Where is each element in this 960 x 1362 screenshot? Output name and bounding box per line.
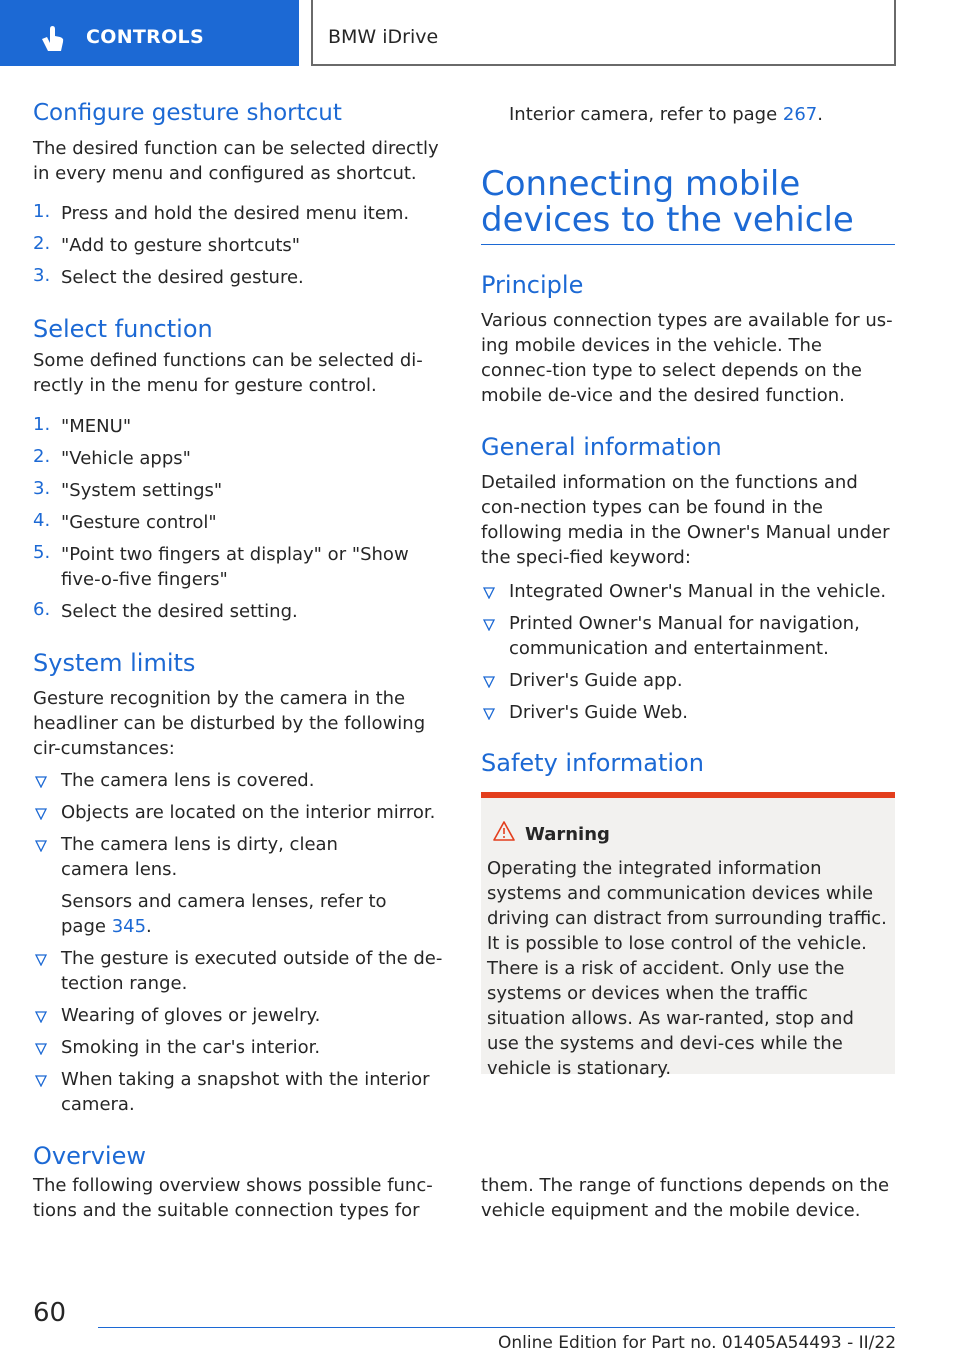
sub-note [61, 889, 391, 939]
list-item: Printed Owner's Manual for navigation, communication and entertainment. [509, 613, 860, 659]
heading-select-function: Select function [33, 315, 213, 343]
list-item: Driver's Guide app. [509, 670, 683, 691]
heading-safety-information: Safety information [481, 749, 704, 777]
bullet-triangle-icon [35, 776, 47, 788]
step-text: Press and hold the desired menu item. [61, 203, 410, 224]
list-item: Wearing of gloves or jewelry. [61, 1005, 321, 1026]
bullet-triangle-icon [35, 954, 47, 966]
section-label: BMW iDrive [328, 26, 439, 48]
step-number: 5. [33, 542, 51, 563]
paragraph-configure: The desired function can be selected directly in every menu and configured as shortcut. [33, 138, 439, 184]
bullet-triangle-icon [35, 840, 47, 852]
list-item: Driver's Guide Web. [509, 702, 688, 723]
section-box[interactable] [311, 0, 896, 66]
continuation-prefix: Interior camera, refer to page [509, 104, 783, 125]
bullet-triangle-icon [35, 1011, 47, 1023]
heading-connecting-mobile-devices: Connecting mobile devices to the vehicle [481, 164, 854, 240]
heading-overview: Overview [33, 1142, 146, 1170]
step-text: Select the desired setting. [61, 601, 298, 622]
bullet-triangle-icon [35, 1075, 47, 1087]
heading-configure-gesture-shortcut: Configure gesture shortcut [33, 100, 342, 126]
footer-rule [98, 1327, 895, 1328]
paragraph-principle: Various connection types are available for us-ing mobile devices in the vehicle. The connec-tion type to select depends on the mobile de-vice and the desired function. [481, 310, 893, 406]
step-number: 6. [33, 599, 51, 620]
step-text: "Gesture control" [61, 512, 217, 533]
step-text: "Vehicle apps" [61, 448, 191, 469]
page-header [0, 0, 960, 66]
heading-principle: Principle [481, 271, 584, 299]
list-item: Smoking in the car's interior. [61, 1037, 321, 1058]
step-text: "Add to gesture shortcuts" [61, 235, 301, 256]
heading-system-limits: System limits [33, 649, 196, 677]
step-text: "MENU" [61, 416, 132, 437]
sub-note-prefix: Sensors and camera lenses, refer to page [61, 891, 387, 937]
bullet-triangle-icon [35, 1043, 47, 1055]
page-number: 60 [33, 1298, 67, 1328]
step-number: 1. [33, 414, 51, 435]
bullet-triangle-icon [35, 808, 47, 820]
heading-underline [481, 244, 895, 245]
paragraph-select: Some defined functions can be selected di-rectly in the menu for gesture control. [33, 350, 423, 396]
step-number: 3. [33, 478, 51, 499]
chapter-label: CONTROLS [86, 26, 204, 48]
list-item: Objects are located on the interior mirror. [61, 802, 436, 823]
continuation-suffix: . [817, 104, 823, 125]
warning-title: Warning [525, 824, 610, 845]
step-number: 4. [33, 510, 51, 531]
list-item: The camera lens is dirty, clean camera lens. [61, 834, 338, 880]
paragraph-general: Detailed information on the functions and con-nection types can be found in the following media in the Owner's Manual under the speci-fied keyword: [481, 472, 890, 568]
step-text: "Point two fingers at display" or "Show five-o-five fingers" [61, 544, 409, 590]
warning-box [481, 792, 895, 1079]
step-number: 2. [33, 446, 51, 467]
step-text: "System settings" [61, 480, 223, 501]
paragraph-limits: Gesture recognition by the camera in the headliner can be disturbed by the following cir-cumstances: [33, 688, 426, 759]
step-number: 3. [33, 265, 51, 286]
continuation-note [509, 102, 895, 127]
paragraph-overview: The following overview shows possible func-tions and the suitable connection types for [33, 1175, 433, 1221]
list-item: The gesture is executed outside of the de-tection range. [61, 948, 443, 994]
sub-note-suffix: . [146, 916, 152, 937]
heading-general-information: General information [481, 433, 722, 461]
chapter-tab[interactable] [0, 0, 299, 66]
bullet-triangle-icon [483, 676, 495, 688]
list-item: When taking a snapshot with the interior camera. [61, 1069, 430, 1115]
step-text: Select the desired gesture. [61, 267, 304, 288]
bullet-triangle-icon [483, 708, 495, 720]
step-number: 2. [33, 233, 51, 254]
page-link-345[interactable]: 345 [111, 916, 147, 937]
list-item: The camera lens is covered. [61, 770, 315, 791]
bullet-triangle-icon [483, 587, 495, 599]
warning-triangle-icon [492, 820, 516, 842]
page-link-267[interactable]: 267 [782, 104, 818, 125]
warning-text: Operating the integrated information systems and communication devices while driving can distract from surrounding traffic. It is possible to lose control of the vehicle. There is a risk of accident. Only use the systems or devices when the traffic situation allows. As war-ranted, stop and use the systems and devi-ces while the vehicle is stationary. [487, 858, 887, 1079]
hand-gesture-icon [38, 25, 68, 53]
edition-note: Online Edition for Part no. 01405A54493 - II/22 [498, 1333, 897, 1353]
bullet-triangle-icon [483, 619, 495, 631]
paragraph-overview-continued: them. The range of functions depends on the vehicle equipment and the mobile device. [481, 1175, 890, 1221]
step-number: 1. [33, 201, 51, 222]
list-item: Integrated Owner's Manual in the vehicle. [509, 581, 887, 602]
